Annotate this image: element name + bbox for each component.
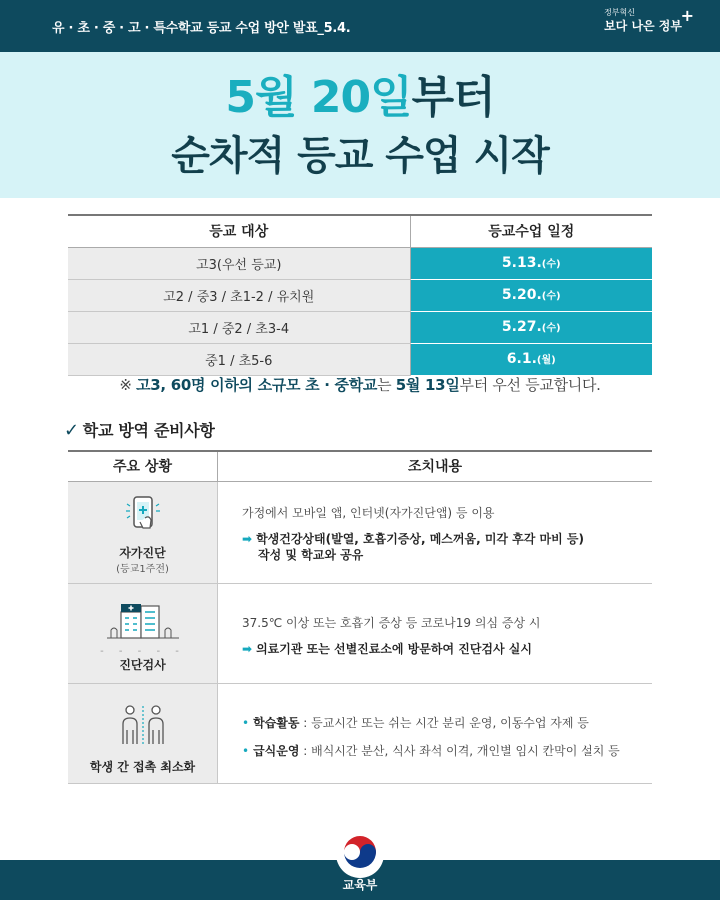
- action-highlight-cont: 작성 및 학교와 공유: [258, 548, 364, 562]
- row-target: 고1 / 중2 / 초3-4: [68, 311, 410, 343]
- top-banner: [0, 0, 720, 52]
- situation-label: 진단검사: [119, 658, 166, 672]
- action-description: 가정에서 모바일 앱, 인터넷(자가진단앱) 등 이용: [242, 506, 495, 520]
- gov-logo-plus-icon: +: [680, 6, 694, 25]
- situation-cell: [68, 684, 218, 783]
- document-title: 유 · 초 · 중 · 고 · 특수학교 등교 수업 방안 발표_5.4.: [52, 21, 351, 36]
- table-row: [68, 343, 652, 375]
- situation-label: 자가진단: [119, 546, 166, 560]
- arrow-icon: ➡: [242, 642, 253, 656]
- table-row: [68, 482, 652, 584]
- action-bullet-meals: • 급식운영 : 배식시간 분산, 식사 좌석 이격, 개인별 임시 칸막이 설치 등: [242, 744, 620, 758]
- situation-label: 학생 간 접촉 최소화: [89, 760, 196, 774]
- action-bullet-learning: • 학습활동 : 등교시간 또는 쉬는 시간 분리 운영, 이동수업 자제 등: [242, 716, 589, 730]
- ministry-name: 교육부: [342, 878, 378, 892]
- row-target: 중1 / 초5-6: [68, 343, 410, 375]
- notice-text-end: 부터 우선 등교합니다.: [459, 376, 601, 394]
- headline-date: 5월 20일: [225, 72, 412, 123]
- prevention-table: [68, 450, 652, 784]
- action-description: 37.5℃ 이상 또는 호흡기 증상 등 코로나19 의심 증상 시: [242, 616, 541, 630]
- headline-suffix: 부터: [411, 72, 495, 123]
- row-target: 고3(우선 등교): [68, 247, 410, 279]
- headline-banner: [0, 52, 720, 198]
- header-target: 등교 대상: [68, 215, 410, 247]
- row-date: 6.1.(월): [410, 343, 652, 375]
- social-distancing-icon: [118, 704, 168, 748]
- situation-cell: [68, 584, 218, 683]
- bullet-icon: •: [242, 744, 250, 758]
- header-situation: 주요 상황: [68, 452, 218, 481]
- row-date: 5.27.(수): [410, 311, 652, 343]
- row-date: 5.20.(수): [410, 279, 652, 311]
- headline-line-2: 순차적 등교 수업 시작: [171, 133, 549, 179]
- gov-logo-small-text: 정부혁신: [604, 8, 635, 17]
- school-schedule-table: [68, 214, 652, 376]
- notice-text: 는: [377, 376, 396, 394]
- table-row: [68, 684, 652, 784]
- check-icon: ✓: [64, 420, 79, 441]
- arrow-icon: ➡: [242, 532, 253, 546]
- headline-line-1: [0, 72, 720, 124]
- situation-sublabel: (등교1주전): [116, 564, 169, 575]
- mobile-check-icon: [123, 494, 163, 534]
- section-heading: [64, 418, 215, 441]
- table-row: [68, 247, 652, 279]
- row-target: 고2 / 중3 / 초1-2 / 유치원: [68, 279, 410, 311]
- action-cell: [218, 482, 652, 583]
- bullet-icon: •: [242, 716, 250, 730]
- gov-logo-text: 보다 나은 정부: [604, 19, 682, 33]
- prevention-header-row: [68, 450, 652, 482]
- section-heading-text: 학교 방역 준비사항: [82, 421, 215, 440]
- clinic-building-icon: [105, 598, 181, 642]
- notice-highlight-date: 5월 13일: [395, 376, 460, 394]
- situation-cell: [68, 482, 218, 583]
- taegeuk-emblem-icon: [336, 830, 384, 878]
- notice-highlight-schools: 고3, 60명 이하의 소규모 초 · 중학교: [136, 376, 378, 394]
- action-cell: [218, 684, 652, 783]
- table-row: [68, 311, 652, 343]
- notice-mark: ※: [119, 376, 132, 394]
- gov-innovation-logo: [604, 6, 694, 34]
- action-cell: [218, 584, 652, 683]
- priority-notice: [0, 374, 720, 395]
- row-date: 5.13.(수): [410, 247, 652, 279]
- action-highlight: ➡ 의료기관 또는 선별진료소에 방문하여 진단검사 실시: [242, 642, 532, 656]
- divider-dashes: - - - - -: [100, 646, 185, 657]
- header-action: 조치내용: [407, 459, 463, 475]
- header-schedule: 등교수업 일정: [410, 215, 652, 247]
- action-highlight: ➡ 학생건강상태(발열, 호흡기증상, 메스꺼움, 미각 후각 마비 등): [242, 532, 584, 546]
- table-row: [68, 279, 652, 311]
- schedule-header-row: [68, 215, 652, 247]
- table-row: [68, 584, 652, 684]
